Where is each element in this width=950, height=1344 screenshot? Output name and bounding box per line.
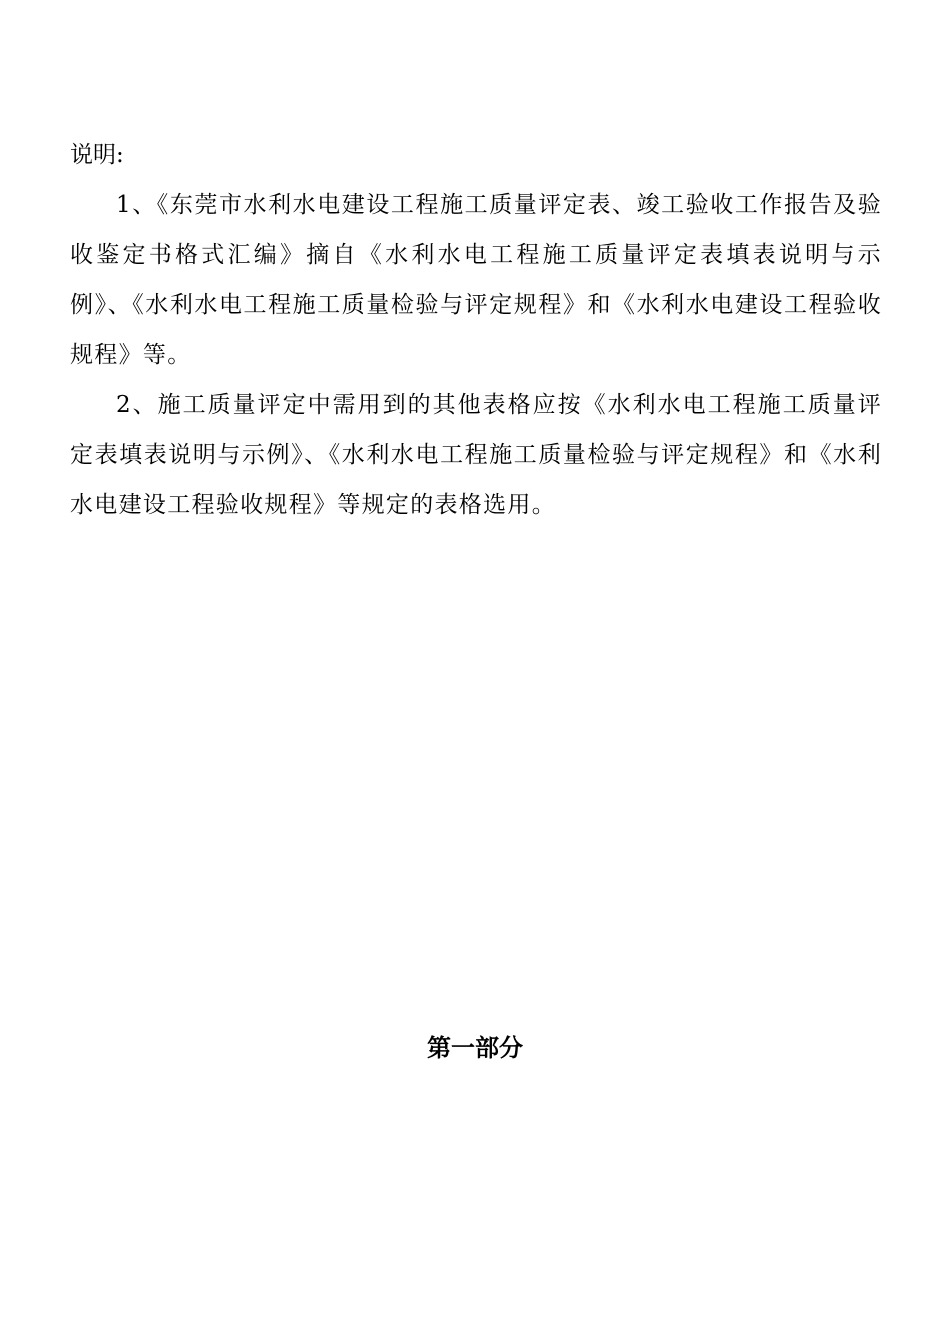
notes-section xyxy=(70,130,882,530)
section-title: 第一部分 xyxy=(427,1034,523,1062)
notes-heading: 说明: xyxy=(70,142,124,168)
note-item-1: 1、《东莞市水利水电建设工程施工质量评定表、竣工验收工作报告及验收鉴定书格式汇编》摘自《水利水电工程施工质量评定表填表说明与示例》、《水利水电工程施工质量检验与评定规程》和《水利水电建设工程验收规程》等。 xyxy=(70,192,882,368)
note-item-2: 2、施工质量评定中需用到的其他表格应按《水利水电工程施工质量评定表填表说明与示例》、《水利水电工程施工质量检验与评定规程》和《水利水电建设工程验收规程》等规定的表格选用。 xyxy=(70,392,882,518)
